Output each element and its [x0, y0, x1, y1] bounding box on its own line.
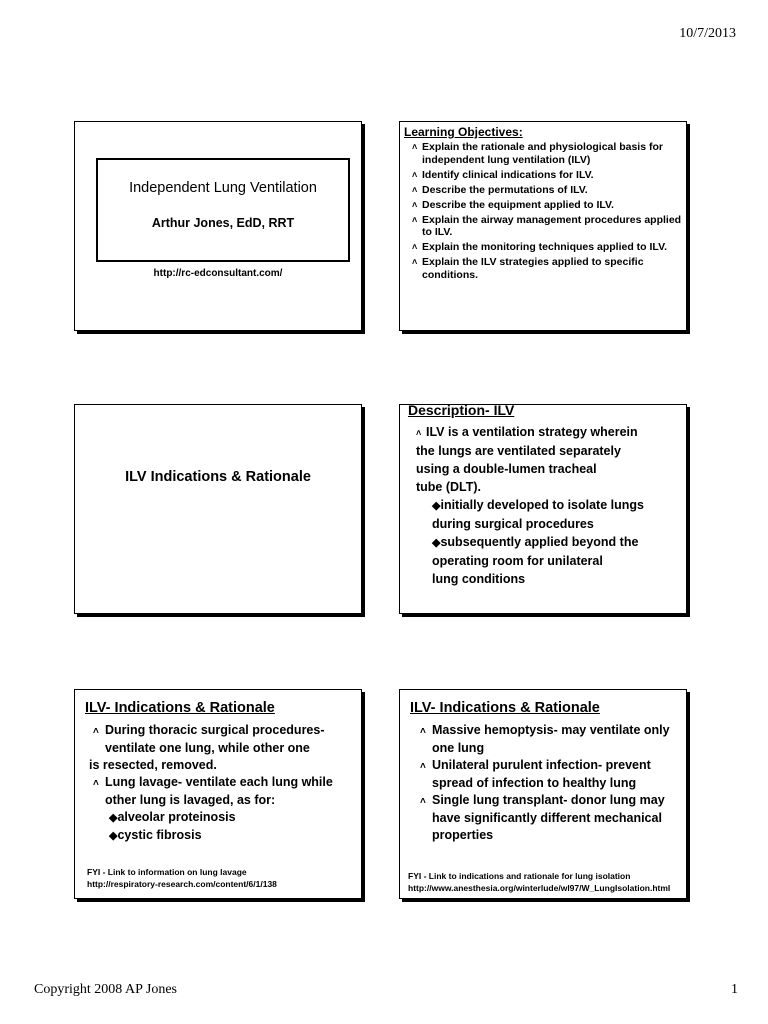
sub-point-cont: operating room for unilateral — [432, 554, 603, 568]
page-number: 1 — [731, 982, 738, 997]
caret-bullet-icon: ˄ — [412, 199, 418, 210]
caret-bullet-icon: ˄ — [412, 142, 418, 152]
bullet-point: ˄ Single lung transplant- donor lung may have significantly different mechanical properties — [420, 793, 665, 842]
diamond-bullet-icon: ◆ — [432, 537, 441, 549]
body-line: ˄ ILV is a ventilation strategy wherein — [416, 423, 684, 442]
slide-heading: ILV- Indications & Rationale — [85, 700, 275, 716]
bullet-point: ˄ During thoracic surgical procedures- ventilate one lung, while other one — [93, 723, 325, 755]
caret-bullet-icon: ˄ — [93, 778, 99, 789]
fyi-label: FYI - Link to information on lung lavage — [87, 867, 247, 877]
list-item: ˄ Explain the monitoring techniques applied to ILV. — [412, 241, 668, 253]
sub-point: ◆alveolar proteinosis — [109, 810, 236, 824]
presentation-author: Arthur Jones, EdD, RRT — [151, 216, 295, 230]
slide-heading: ILV- Indications & Rationale — [410, 700, 600, 716]
caret-bullet-icon: ˄ — [420, 726, 426, 737]
diamond-bullet-icon: ◆ — [109, 830, 118, 842]
list-item: ˄ Describe the equipment applied to ILV. — [412, 198, 614, 211]
presentation-title: Independent Lung Ventilation — [129, 180, 317, 196]
caret-bullet-icon: ˄ — [412, 184, 418, 195]
caret-bullet-icon: ˄ — [412, 257, 418, 267]
caret-bullet-icon: ˄ — [93, 726, 99, 737]
list-item: ˄ Explain the airway management procedures applied to ILV. — [412, 213, 682, 238]
body-line: tube (DLT). — [416, 480, 482, 494]
slide-title — [74, 121, 362, 331]
caret-bullet-icon: ˄ — [420, 796, 426, 807]
slide-body — [89, 722, 357, 845]
slide-description — [399, 404, 687, 614]
slide-body — [416, 423, 684, 588]
slide-heading: Description- ILV — [408, 404, 515, 418]
diamond-bullet-icon: ◆ — [109, 812, 118, 824]
slide-indications-2 — [399, 689, 687, 899]
body-line: the lungs are ventilated separately — [416, 444, 621, 458]
list-item: ˄ Describe the permutations of ILV. — [412, 183, 588, 196]
fyi-link[interactable]: http://respiratory-research.com/content/6/1/138 — [87, 879, 277, 889]
body-line: using a double-lumen tracheal — [416, 462, 597, 476]
list-item: ˄ Identify clinical indications for ILV. — [412, 168, 594, 181]
bullet-point-cont: is resected, removed. — [89, 758, 217, 772]
fyi-label: FYI - Link to indications and rationale for lung isolation — [408, 871, 631, 881]
objectives-list — [412, 141, 682, 284]
slide-heading: Learning Objectives: — [404, 125, 523, 139]
diamond-bullet-icon: ◆ — [432, 500, 441, 512]
bullet-point: ˄ Unilateral purulent infection- prevent spread of infection to healthy lung — [420, 758, 651, 790]
fyi-link[interactable]: http://www.anesthesia.org/winterlude/wl97/W_LungIsolation.html — [408, 883, 671, 893]
title-box — [96, 158, 350, 262]
slide-indications-1 — [74, 689, 362, 899]
sub-point: ◆cystic fibrosis — [109, 828, 202, 842]
print-date: 10/7/2013 — [679, 26, 736, 41]
sub-point-cont: lung conditions — [432, 572, 526, 586]
list-item: ˄ Explain the rationale and physiological basis for independent lung ventilation (ILV) — [412, 141, 663, 166]
sub-point-cont: during surgical procedures — [432, 517, 594, 531]
fyi-note — [87, 866, 277, 890]
caret-bullet-icon: ˄ — [412, 169, 418, 180]
copyright-notice: Copyright 2008 AP Jones — [34, 982, 177, 997]
caret-bullet-icon: ˄ — [412, 214, 418, 225]
caret-bullet-icon: ˄ — [412, 242, 418, 252]
fyi-note — [408, 870, 670, 894]
slide-body — [416, 722, 684, 844]
bullet-point: ˄ Massive hemoptysis- may ventilate only one lung — [420, 723, 670, 755]
sub-point: ◆subsequently applied beyond the — [432, 535, 639, 549]
caret-bullet-icon: ˄ — [420, 761, 426, 772]
slide-section-title — [74, 404, 362, 614]
caret-bullet-icon: ˄ — [416, 428, 422, 438]
slide-learning-objectives — [399, 121, 687, 331]
sub-point: ◆initially developed to isolate lungs — [432, 498, 644, 512]
section-title: ILV Indications & Rationale — [125, 469, 311, 485]
list-item: ˄ Explain the ILV strategies applied to specific conditions. — [412, 256, 644, 281]
author-website-link[interactable]: http://rc-edconsultant.com/ — [153, 268, 283, 279]
bullet-point: ˄ Lung lavage- ventilate each lung while other lung is lavaged, as for: — [93, 775, 333, 807]
